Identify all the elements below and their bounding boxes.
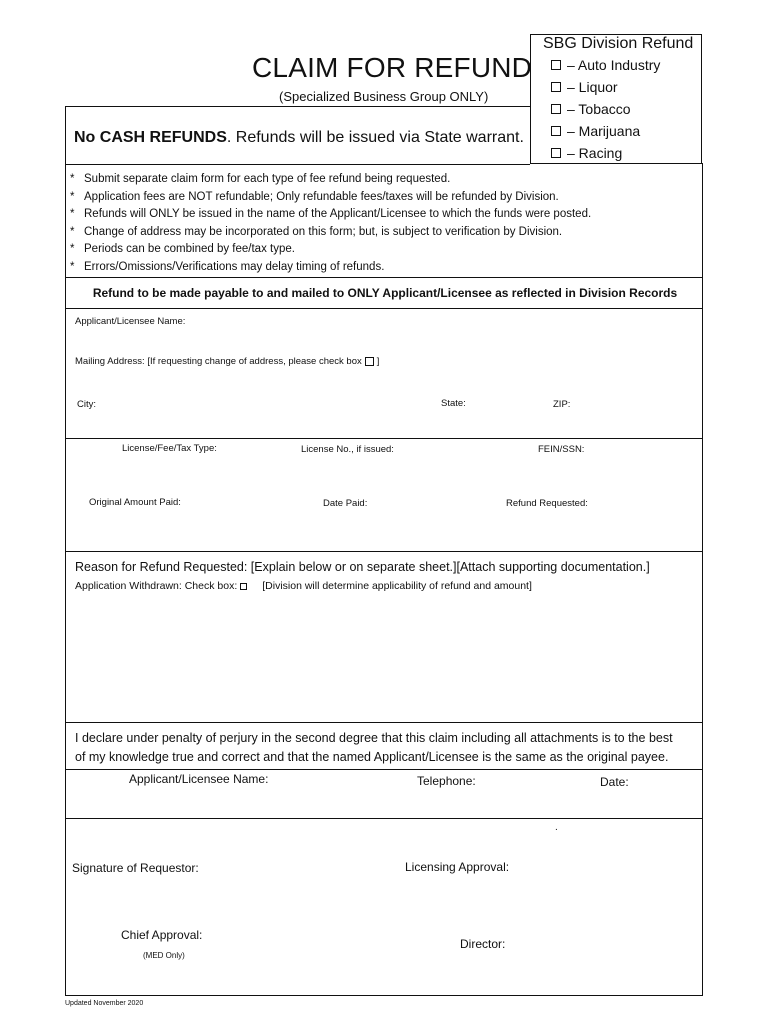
license-number-label: License No., if issued: bbox=[301, 444, 394, 455]
checkbox-liquor[interactable] bbox=[551, 82, 561, 92]
date-paid-label: Date Paid: bbox=[323, 498, 368, 509]
declaration-name-label: Applicant/Licensee Name: bbox=[129, 772, 269, 786]
instructions-rule bbox=[65, 277, 703, 278]
sbg-box-bottom bbox=[530, 163, 703, 164]
instruction-item bbox=[70, 171, 591, 189]
sbg-option-label: – Auto Industry bbox=[567, 57, 661, 73]
instruction-text: Errors/Omissions/Verifications may delay timing of refunds. bbox=[84, 260, 385, 273]
licensing-approval-label: Licensing Approval: bbox=[405, 860, 510, 874]
instruction-text: Refunds will ONLY be issued in the name of the Applicant/Licensee to which the funds were posted. bbox=[84, 208, 592, 220]
bullet-star: * bbox=[70, 260, 75, 273]
applicant-rule bbox=[65, 438, 703, 439]
instruction-item bbox=[70, 241, 591, 259]
state-label: State: bbox=[441, 398, 466, 409]
sbg-division-title: SBG Division Refund bbox=[543, 35, 694, 52]
payable-notice: Refund to be made payable to and mailed to ONLY Applicant/Licensee as reflected in Division Records bbox=[92, 286, 678, 300]
city-label: City: bbox=[77, 399, 96, 410]
zip-label: ZIP: bbox=[553, 399, 571, 410]
applicant-name-label: Applicant/Licensee Name: bbox=[75, 316, 186, 327]
application-withdrawn-label: Application Withdrawn: Check box: bbox=[75, 580, 238, 592]
chief-approval-note: (MED Only) bbox=[143, 951, 185, 960]
license-rule bbox=[65, 551, 703, 552]
form-subtitle: (Specialized Business Group ONLY) bbox=[279, 89, 489, 104]
declaration-rule bbox=[65, 769, 703, 770]
instruction-item bbox=[70, 224, 591, 242]
application-withdrawn-checkbox[interactable] bbox=[240, 583, 247, 590]
telephone-label: Telephone: bbox=[417, 774, 476, 788]
instruction-text: Change of address may be incorporated on this form; but, is subject to verification by Division. bbox=[84, 225, 563, 238]
sbg-option-label: – Tobacco bbox=[567, 101, 631, 117]
sbg-option-marijuana[interactable] bbox=[551, 123, 640, 139]
form-title: CLAIM FOR REFUND bbox=[252, 52, 533, 83]
bullet-star: * bbox=[70, 173, 75, 185]
no-cash-bold: No CASH REFUNDS bbox=[74, 129, 227, 146]
checkbox-auto-industry[interactable] bbox=[551, 60, 561, 70]
sbg-option-auto-industry[interactable] bbox=[551, 57, 660, 73]
no-cash-notice bbox=[74, 129, 524, 147]
application-withdrawn-note: [Division will determine applicability of refund and amount] bbox=[262, 580, 532, 592]
form-bottom-border bbox=[65, 995, 703, 996]
reason-label: Reason for Refund Requested: [Explain below or on separate sheet.][Attach supporting documentation.] bbox=[75, 560, 650, 574]
chief-approval-label: Chief Approval: bbox=[121, 928, 203, 942]
application-withdrawn-row bbox=[75, 580, 532, 592]
instruction-text: Submit separate claim form for each type of fee refund being requested. bbox=[84, 173, 451, 185]
sbg-option-label: – Liquor bbox=[567, 79, 618, 95]
header-rule bbox=[65, 106, 531, 107]
sbg-option-racing[interactable] bbox=[551, 145, 622, 161]
reason-rule bbox=[65, 722, 703, 723]
checkbox-marijuana[interactable] bbox=[551, 126, 561, 136]
instruction-item bbox=[70, 189, 591, 207]
declaration-line-1: I declare under penalty of perjury in the second degree that this claim including all attachments is to the best bbox=[75, 731, 673, 745]
payable-rule bbox=[65, 308, 703, 309]
checkbox-racing[interactable] bbox=[551, 148, 561, 158]
instruction-text: Periods can be combined by fee/tax type. bbox=[84, 243, 295, 255]
instruction-item bbox=[70, 206, 591, 224]
mailing-address-label bbox=[75, 356, 379, 367]
bullet-star: * bbox=[70, 190, 75, 203]
mailing-address-text: Mailing Address: [If requesting change of address, please check box bbox=[75, 356, 362, 367]
bullet-star: * bbox=[70, 225, 75, 238]
declaration-line-2: of my knowledge true and correct and that the named Applicant/Licensee is the same as the original payee. bbox=[75, 750, 669, 764]
instruction-text: Application fees are NOT refundable; Only refundable fees/taxes will be refunded by Division. bbox=[84, 190, 559, 203]
sbg-option-label: – Racing bbox=[567, 145, 623, 161]
fein-ssn-label: FEIN/SSN: bbox=[538, 444, 585, 455]
signature-rule bbox=[65, 818, 703, 819]
change-address-checkbox[interactable] bbox=[365, 357, 374, 366]
date-label: Date: bbox=[600, 775, 629, 789]
bullet-star: * bbox=[70, 208, 75, 220]
stray-dot: . bbox=[555, 822, 558, 833]
sbg-option-liquor[interactable] bbox=[551, 79, 618, 95]
sbg-option-tobacco[interactable] bbox=[551, 101, 631, 117]
no-cash-rest: . Refunds will be issued via State warrant. bbox=[226, 129, 524, 146]
checkbox-tobacco[interactable] bbox=[551, 104, 561, 114]
signature-requestor-label: Signature of Requestor: bbox=[72, 861, 199, 875]
updated-footer: Updated November 2020 bbox=[65, 1000, 144, 1007]
director-label: Director: bbox=[460, 937, 506, 951]
bullet-star: * bbox=[70, 243, 75, 255]
instructions-list bbox=[70, 171, 591, 276]
license-type-label: License/Fee/Tax Type: bbox=[122, 443, 217, 454]
instruction-item bbox=[70, 259, 591, 277]
notice-rule bbox=[65, 164, 530, 165]
mailing-address-close: ] bbox=[376, 356, 380, 367]
original-amount-label: Original Amount Paid: bbox=[89, 497, 181, 508]
sbg-option-label: – Marijuana bbox=[567, 123, 641, 139]
refund-requested-label: Refund Requested: bbox=[506, 498, 588, 509]
